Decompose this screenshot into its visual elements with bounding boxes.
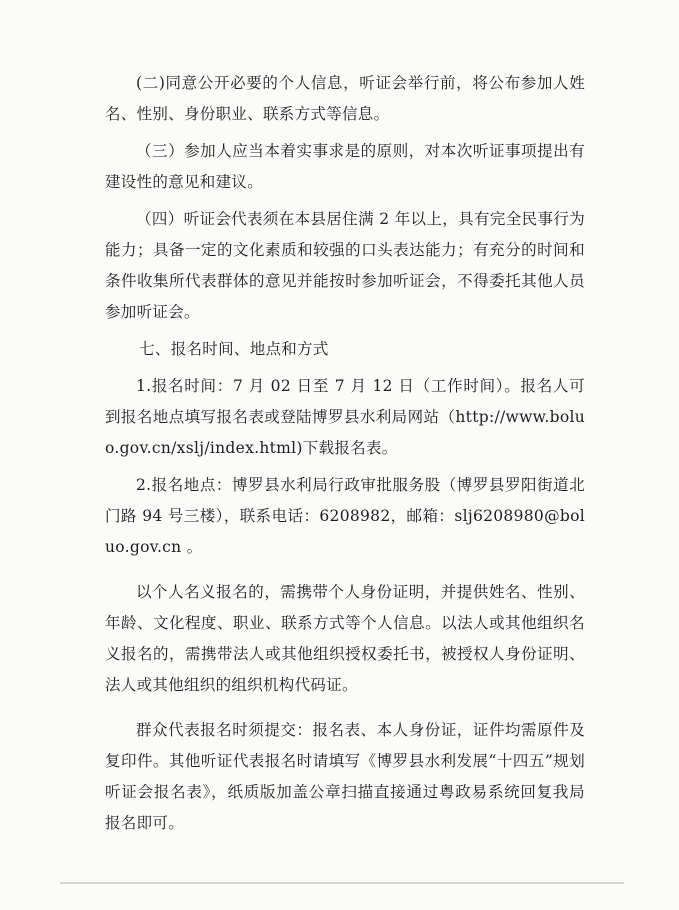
document-body [105,68,585,845]
paragraph-registration-time: 1.报名时间：7 月 02 日至 7 月 12 日（工作时间）。报名人可到报名地点填写报名表或登陆博罗县水利局网站（http://www.boluo.gov.cn/xslj/index.html)下载报名表。 [105,377,585,457]
paragraph-public-info: (二)同意公开必要的个人信息，听证会举行前，将公布参加人姓名、性别、身份职业、联系方式等信息。 [105,74,585,123]
paragraph-honesty-principle: （三）参加人应当本着实事求是的原则，对本次听证事项提出有建设性的意见和建议。 [105,142,585,191]
paragraph-registration-location: 2.报名地点：博罗县水利局行政审批服务股（博罗县罗阳街道北门路 94 号三楼），联系电话：6208982，邮箱：slj6208980@boluo.gov.cn 。 [105,476,585,556]
paragraph-individual-registration: 以个人名义报名的，需携带个人身份证明，并提供姓名、性别、年龄、文化程度、职业、联系方式等个人信息。以法人或其他组织名义报名的，需携带法人或其他组织授权委托书，被授权人身份证明、法人或其他组织的组织机构代码证。 [105,583,585,694]
section-heading-registration: 七、报名时间、地点和方式 [139,340,329,358]
paragraph-representative-requirements: （四）听证会代表须在本县居住满 2 年以上，具有完全民事行为能力；具备一定的文化素质和较强的口头表达能力；有充分的时间和条件收集所代表群体的意见并能按时参加听证会，不得委托其他人员参加听证会。 [105,210,585,321]
paragraph-required-documents: 群众代表报名时须提交：报名表、本人身份证，证件均需原件及复印件。其他听证代表报名时请填写《博罗县水利发展“十四五”规划听证会报名表》，纸质版加盖公章扫描直接通过粤政易系统回复我局报名即可。 [105,721,585,832]
bottom-divider [60,882,624,884]
